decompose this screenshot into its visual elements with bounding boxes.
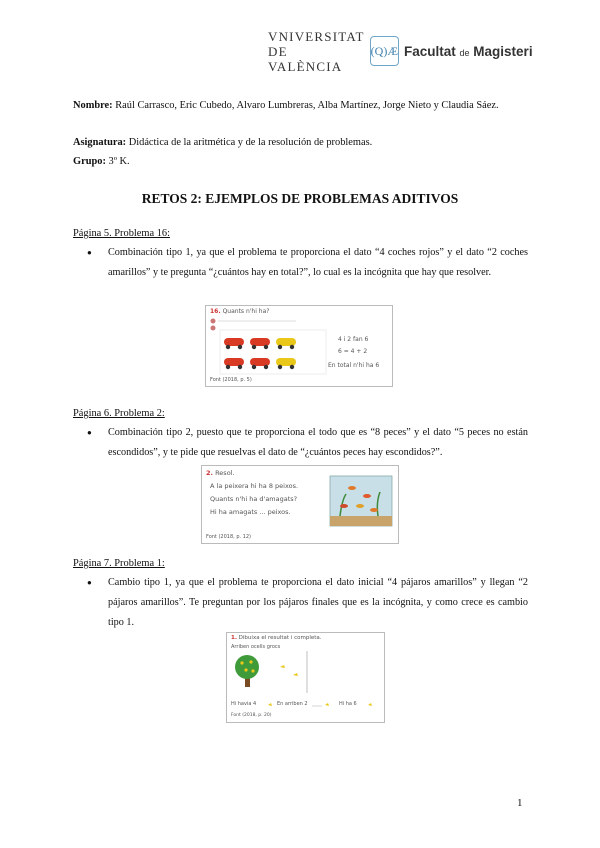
faculty-title: Magisteri [473, 43, 533, 59]
cars-illustration [206, 306, 392, 386]
figure-fish [201, 465, 399, 544]
fig3-subheading: Arriben ocells grocs [231, 644, 281, 650]
faculty-name [404, 44, 533, 59]
fig2-line2: Quants n'hi ha d'amagats? [210, 495, 298, 503]
fig1-heading: Quants n'hi ha? [222, 308, 270, 315]
fig1-line3: En total n'hi ha 6 [328, 362, 380, 369]
subject-line [73, 134, 527, 151]
grupo-label: Grupo: [73, 156, 106, 167]
section-heading-1: Página 5. Problema 16: [73, 228, 170, 239]
section-text-1: ● Combinación tipo 1, ya que el problema te proporciona el dato “4 coches rojos” y el dato “2 coches amarillos” y te pregunta “¿cuántos hay en total?”, lo cual es la incógnita que hay que resolver. [108, 243, 528, 283]
asignatura-label: Asignatura: [73, 137, 127, 148]
section-heading-3: Página 7. Problema 1: [73, 558, 165, 569]
fig2-line1: A la peixera hi ha 8 peixos. [210, 482, 299, 490]
nombre-label: Nombre: [73, 100, 113, 111]
section-text-2: ● Combinación tipo 2, puesto que te proporciona el todo que es “8 peces” y el dato “5 peces no están escondidos”, y te pide que resuelvas el dato de “¿cuántos peces hay escondidos?”. [108, 423, 528, 463]
university-seal: (Q)Æ [370, 36, 399, 66]
fig3-line1: Hi havia 4 [231, 701, 257, 707]
fig3-line2: En arriben 2 [277, 701, 308, 707]
grupo-value: 3º K. [108, 156, 130, 167]
fig1-source: Font (2018, p. 5) [210, 377, 252, 383]
univ-line2: DE VALÈNCIA [268, 43, 343, 74]
figure-birds [226, 632, 385, 723]
figure-cars [205, 305, 393, 387]
fig2-heading: Resol. [215, 469, 235, 477]
fig1-number: 16. [210, 308, 221, 315]
faculty-prefix: Facultat [403, 43, 456, 59]
fig3-source: Font (2018, p. 20) [231, 713, 272, 718]
asignatura-value: Didáctica de la aritmética y de la resolución de problemas. [128, 137, 373, 148]
fig2-number: 2. [206, 469, 213, 477]
fig3-line3: Hi ha 6 [339, 701, 357, 707]
fig2-line3: Hi ha amagats ... peixos. [210, 508, 291, 516]
univ-line1: VNIVERSITAT [268, 28, 365, 44]
university-logo [268, 28, 533, 74]
section-text-3: ● Cambio tipo 1, ya que el problema te proporciona el dato inicial “4 pájaros amarillos” y llegan “2 pájaros amarillos”. Te preguntan por los pájaros finales que es la incógnita, y como crece es cambio tipo 1. [108, 573, 528, 633]
section-heading-2: Página 6. Problema 2: [73, 408, 165, 419]
fig1-line2: 6 = 4 + 2 [338, 348, 368, 355]
aquarium-illustration [202, 466, 398, 543]
fig2-source: Font (2018, p. 12) [206, 534, 251, 540]
tree-birds-illustration [227, 633, 384, 722]
nombre-value: Raúl Carrasco, Eric Cubedo, Alvaro Lumbreras, Alba Martínez, Jorge Nieto y Claudia Sáez. [115, 100, 499, 111]
fig3-number: 1. [231, 635, 237, 641]
faculty-de: de [459, 47, 470, 58]
university-name [268, 29, 365, 74]
authors-line [73, 97, 527, 114]
fig1-line1: 4 i 2 fan 6 [338, 336, 369, 343]
fig3-heading: Dibuixa el resultat i completa. [238, 635, 322, 641]
group-line [73, 153, 527, 170]
page-title: RETOS 2: EJEMPLOS DE PROBLEMAS ADITIVOS [141, 191, 459, 206]
page-number: 1 [517, 797, 523, 809]
